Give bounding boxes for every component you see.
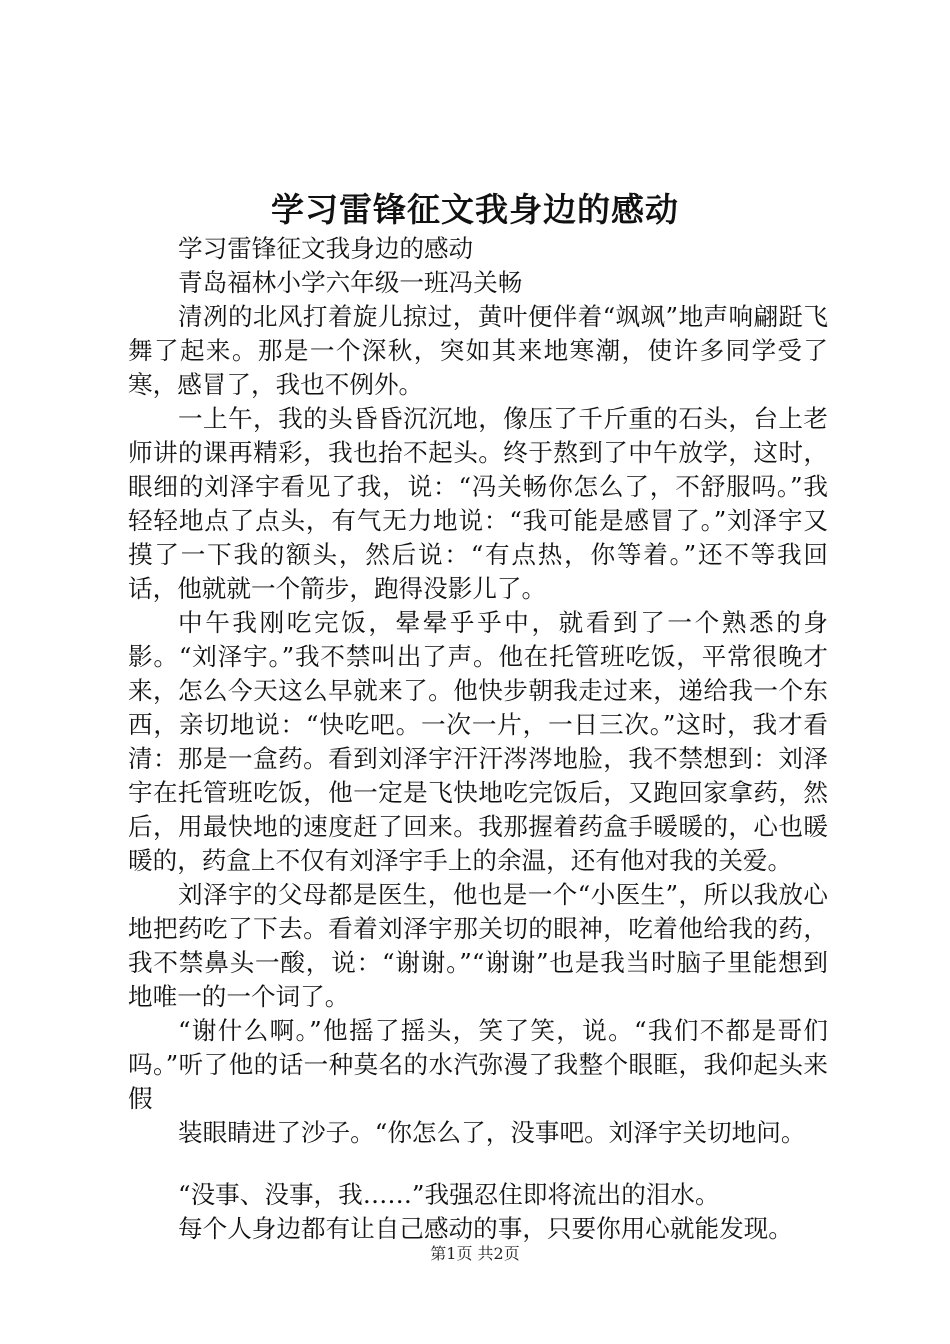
- page-number-footer: 第1页 共2页: [430, 1244, 520, 1263]
- paragraph-author: 青岛福林小学六年级一班冯关畅: [178, 268, 523, 297]
- blank-line: [128, 1150, 828, 1178]
- paragraph-subtitle: 学习雷锋征文我身边的感动: [178, 234, 474, 263]
- document-title: 学习雷锋征文我身边的感动: [271, 190, 679, 229]
- paragraph: 刘泽宇的父母都是医生，他也是一个“小医生”，所以我放心地把药吃了下去。看着刘泽宇那关切的眼神，吃着他给我的药，我不禁鼻头一酸，说：“谢谢。”“谢谢”也是我当时脑子里能想到地唯一的一个词了。: [128, 880, 828, 1011]
- paragraph: “没事、没事，我……”我强忍住即将流出的泪水。: [178, 1180, 720, 1209]
- paragraph: 清冽的北风打着旋儿掠过，黄叶便伴着“飒飒”地声响翩跹飞舞了起来。那是一个深秋，突如其来地寒潮，使许多同学受了寒，感冒了，我也不例外。: [128, 302, 828, 399]
- paragraph: 每个人身边都有让自己感动的事，只要你用心就能发现。: [178, 1214, 793, 1243]
- paragraph: 一上午，我的头昏昏沉沉地，像压了千斤重的石头，台上老师讲的课再精彩，我也抬不起头。终于熬到了中午放学，这时，眼细的刘泽宇看见了我，说：“冯关畅你怎么了，不舒服吗。”我轻轻地点了点头，有气无力地说：“我可能是感冒了。”刘泽宇又摸了一下我的额头，然后说：“有点热，你等着。”还不等我回话，他就就一个箭步，跑得没影儿了。: [128, 404, 828, 603]
- document-body: [128, 232, 828, 1246]
- paragraph: 中午我刚吃完饭，晕晕乎乎中，就看到了一个熟悉的身影。“刘泽宇。”我不禁叫出了声。他在托管班吃饭，平常很晚才来，怎么今天这么早就来了。他快步朝我走过来，递给我一个东西，亲切地说：“快吃吧。一次一片，一日三次。”这时，我才看清：那是一盒药。看到刘泽宇汗汗涔涔地脸，我不禁想到：刘泽宇在托管班吃饭，他一定是飞快地吃完饭后，又跑回家拿药，然后，用最快地的速度赶了回来。我那握着药盒手暖暖的，心也暖暖的，药盒上不仅有刘泽宇手上的余温，还有他对我的关爱。: [128, 608, 828, 875]
- paragraph: 装眼睛进了沙子。“你怎么了，没事吧。刘泽宇关切地问。: [178, 1118, 806, 1147]
- paragraph: “谢什么啊。”他摇了摇头，笑了笑，说。“我们不都是哥们吗。”听了他的话一种莫名的水汽弥漫了我整个眼眶，我仰起头来假: [128, 1016, 828, 1113]
